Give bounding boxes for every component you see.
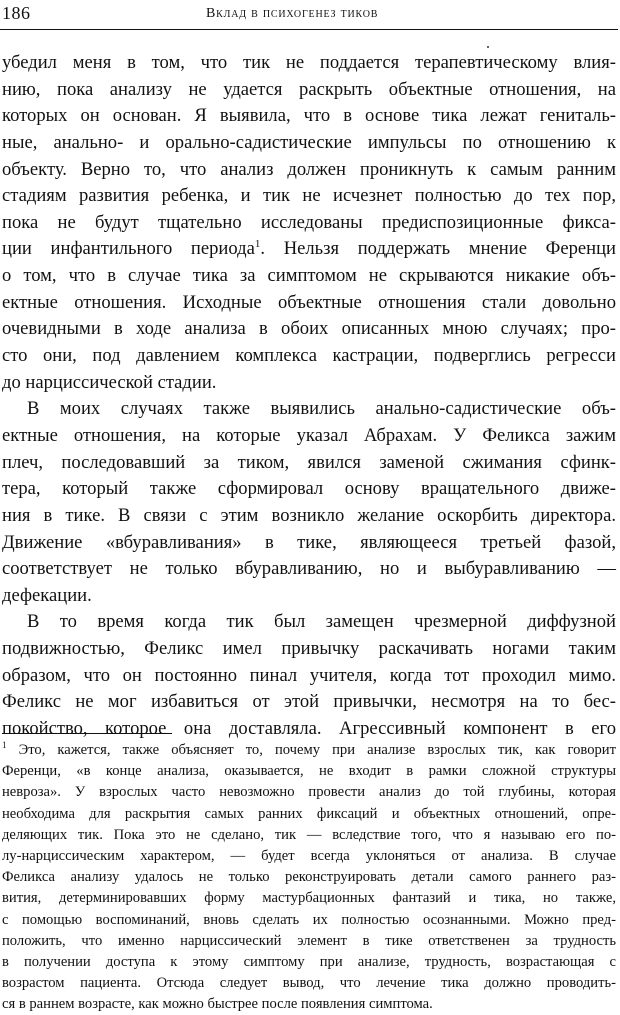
text-line-with-footnote <box>2 236 616 263</box>
text-line: тера, который также сформировал основу вращательного движе- <box>2 478 616 500</box>
text-line: соответствует не только вбуравливанию, но и выбуравливанию — <box>2 558 616 580</box>
text-line: подвижностью, Феликс имел привычку раскачивать ногами таким <box>2 638 616 660</box>
footnote-reference[interactable]: 1 <box>254 238 261 251</box>
footnote <box>2 740 616 1015</box>
footnote-line: вития, детерминировавших форму мастурбационных фантазий и тика, но также, <box>2 890 616 907</box>
footnote-line: положить, что именно нарциссический элемент в тике ответственен за трудность <box>2 932 616 949</box>
text-line: ные, анально- и орально-садистические импульсы по отношению к <box>2 131 616 153</box>
text-line: стадиям развития ребенка, и тик не исчезнет полностью до тех пор, <box>2 185 616 207</box>
paragraph-start-line: В моих случаях также выявились анально-садистические объ- <box>27 398 616 420</box>
header-rule <box>0 29 618 30</box>
footnote-line: лу-нарциссическим характером, — будет всегда уклоняться от анализа. В случае <box>2 847 616 864</box>
text-line: ектные отношения, на которые указал Абрахам. У Феликса зажим <box>2 424 616 446</box>
footnote-line <box>2 740 616 761</box>
text-line: ния в тике. В связи с этим возникло желание оскорбить директора. <box>2 504 616 526</box>
text-segment: . Нельзя поддержать мнение Ференци <box>260 238 616 260</box>
footnote-line: ся в раннем возрасте, как можно быстрее после появления симптома. <box>2 996 433 1013</box>
text-line: Движение «вбуравливания» в тике, являющееся третьей фазой, <box>2 531 616 553</box>
footnote-line: Феликса анализу удалось не только реконструировать детали самого раннего раз- <box>2 869 616 886</box>
text-line: убедил меня в том, что тик не поддается терапевтическому влия- <box>2 52 616 73</box>
footnote-rule <box>2 733 172 734</box>
running-head: Вклад в психогенез тиков <box>206 6 379 21</box>
text-line: образом, что он постоянно пинал учителя, когда тот проходил мимо. <box>2 664 616 686</box>
text-line: покойство, которое она доставляла. Агрессивный компонент в его <box>2 718 616 740</box>
text-line: сто они, под давлением комплекса кастрации, подверглись регресси <box>2 345 616 367</box>
text-line: плеч, последовавший за тиком, явился заменой сжимания сфинк- <box>2 451 616 473</box>
text-line: пока не будут тщательно исследованы предиспозиционные фикса- <box>2 211 616 233</box>
page-number: 186 <box>2 3 31 23</box>
text-line: нию, пока анализу не удается раскрыть объектные отношения, на <box>2 78 616 100</box>
footnote-line: необходима для раскрытия самых ранних фиксаций и объектных отношений, опре- <box>2 805 616 822</box>
text-line: объекту. Верно то, что анализ должен проникнуть к самым ранним <box>2 158 616 180</box>
text-line: до нарциссической стадии. <box>2 371 217 393</box>
footnote-line: деляющих тик. Пока это не сделано, тик — вследствие того, что я называю его по- <box>2 826 616 843</box>
text-line: которых он основан. Я выявила, что в основе тика лежат гениталь- <box>2 105 616 127</box>
stray-dot <box>487 46 489 48</box>
footnote-line: Ференци, «в конце анализа, оказывается, не входит в рамки сложной структуры <box>2 763 616 780</box>
footnote-line: в получении доступа к этому симптому при анализе, трудность, возрастающая с <box>2 953 616 970</box>
text-line: ектные отношения. Исходные объектные отношения стали довольно <box>2 291 616 313</box>
page-header <box>0 0 618 34</box>
footnote-line: с помощью воспоминаний, вновь сделать их полностью осознанными. Можно пред- <box>2 911 616 928</box>
footnote-line: возрастом пациента. Отсюда следует вывод, что лечение тика должно проводить- <box>2 975 616 992</box>
text-segment: ции инфантильного периода <box>2 238 255 260</box>
body-text <box>2 50 616 743</box>
text-line: Феликс не мог избавиться от этой привычки, несмотря на то бес- <box>2 691 616 713</box>
footnote-number: 1 <box>2 740 7 751</box>
text-line: дефекации. <box>2 584 92 606</box>
paragraph-start-line: В то время когда тик был замещен чрезмерной диффузной <box>27 611 616 633</box>
footnote-text: Это, кажется, также объясняет то, почему при анализе взрослых тик, как говорит <box>6 742 616 758</box>
text-line: о том, что в случае тика за симптомом не скрываются никакие объ- <box>2 265 616 287</box>
text-line: очевидными в ходе анализа в обоих описанных мною случаях; про- <box>2 318 616 340</box>
footnote-line: невроза». У взрослых часто невозможно провести анализ до той глубины, которая <box>2 784 616 801</box>
